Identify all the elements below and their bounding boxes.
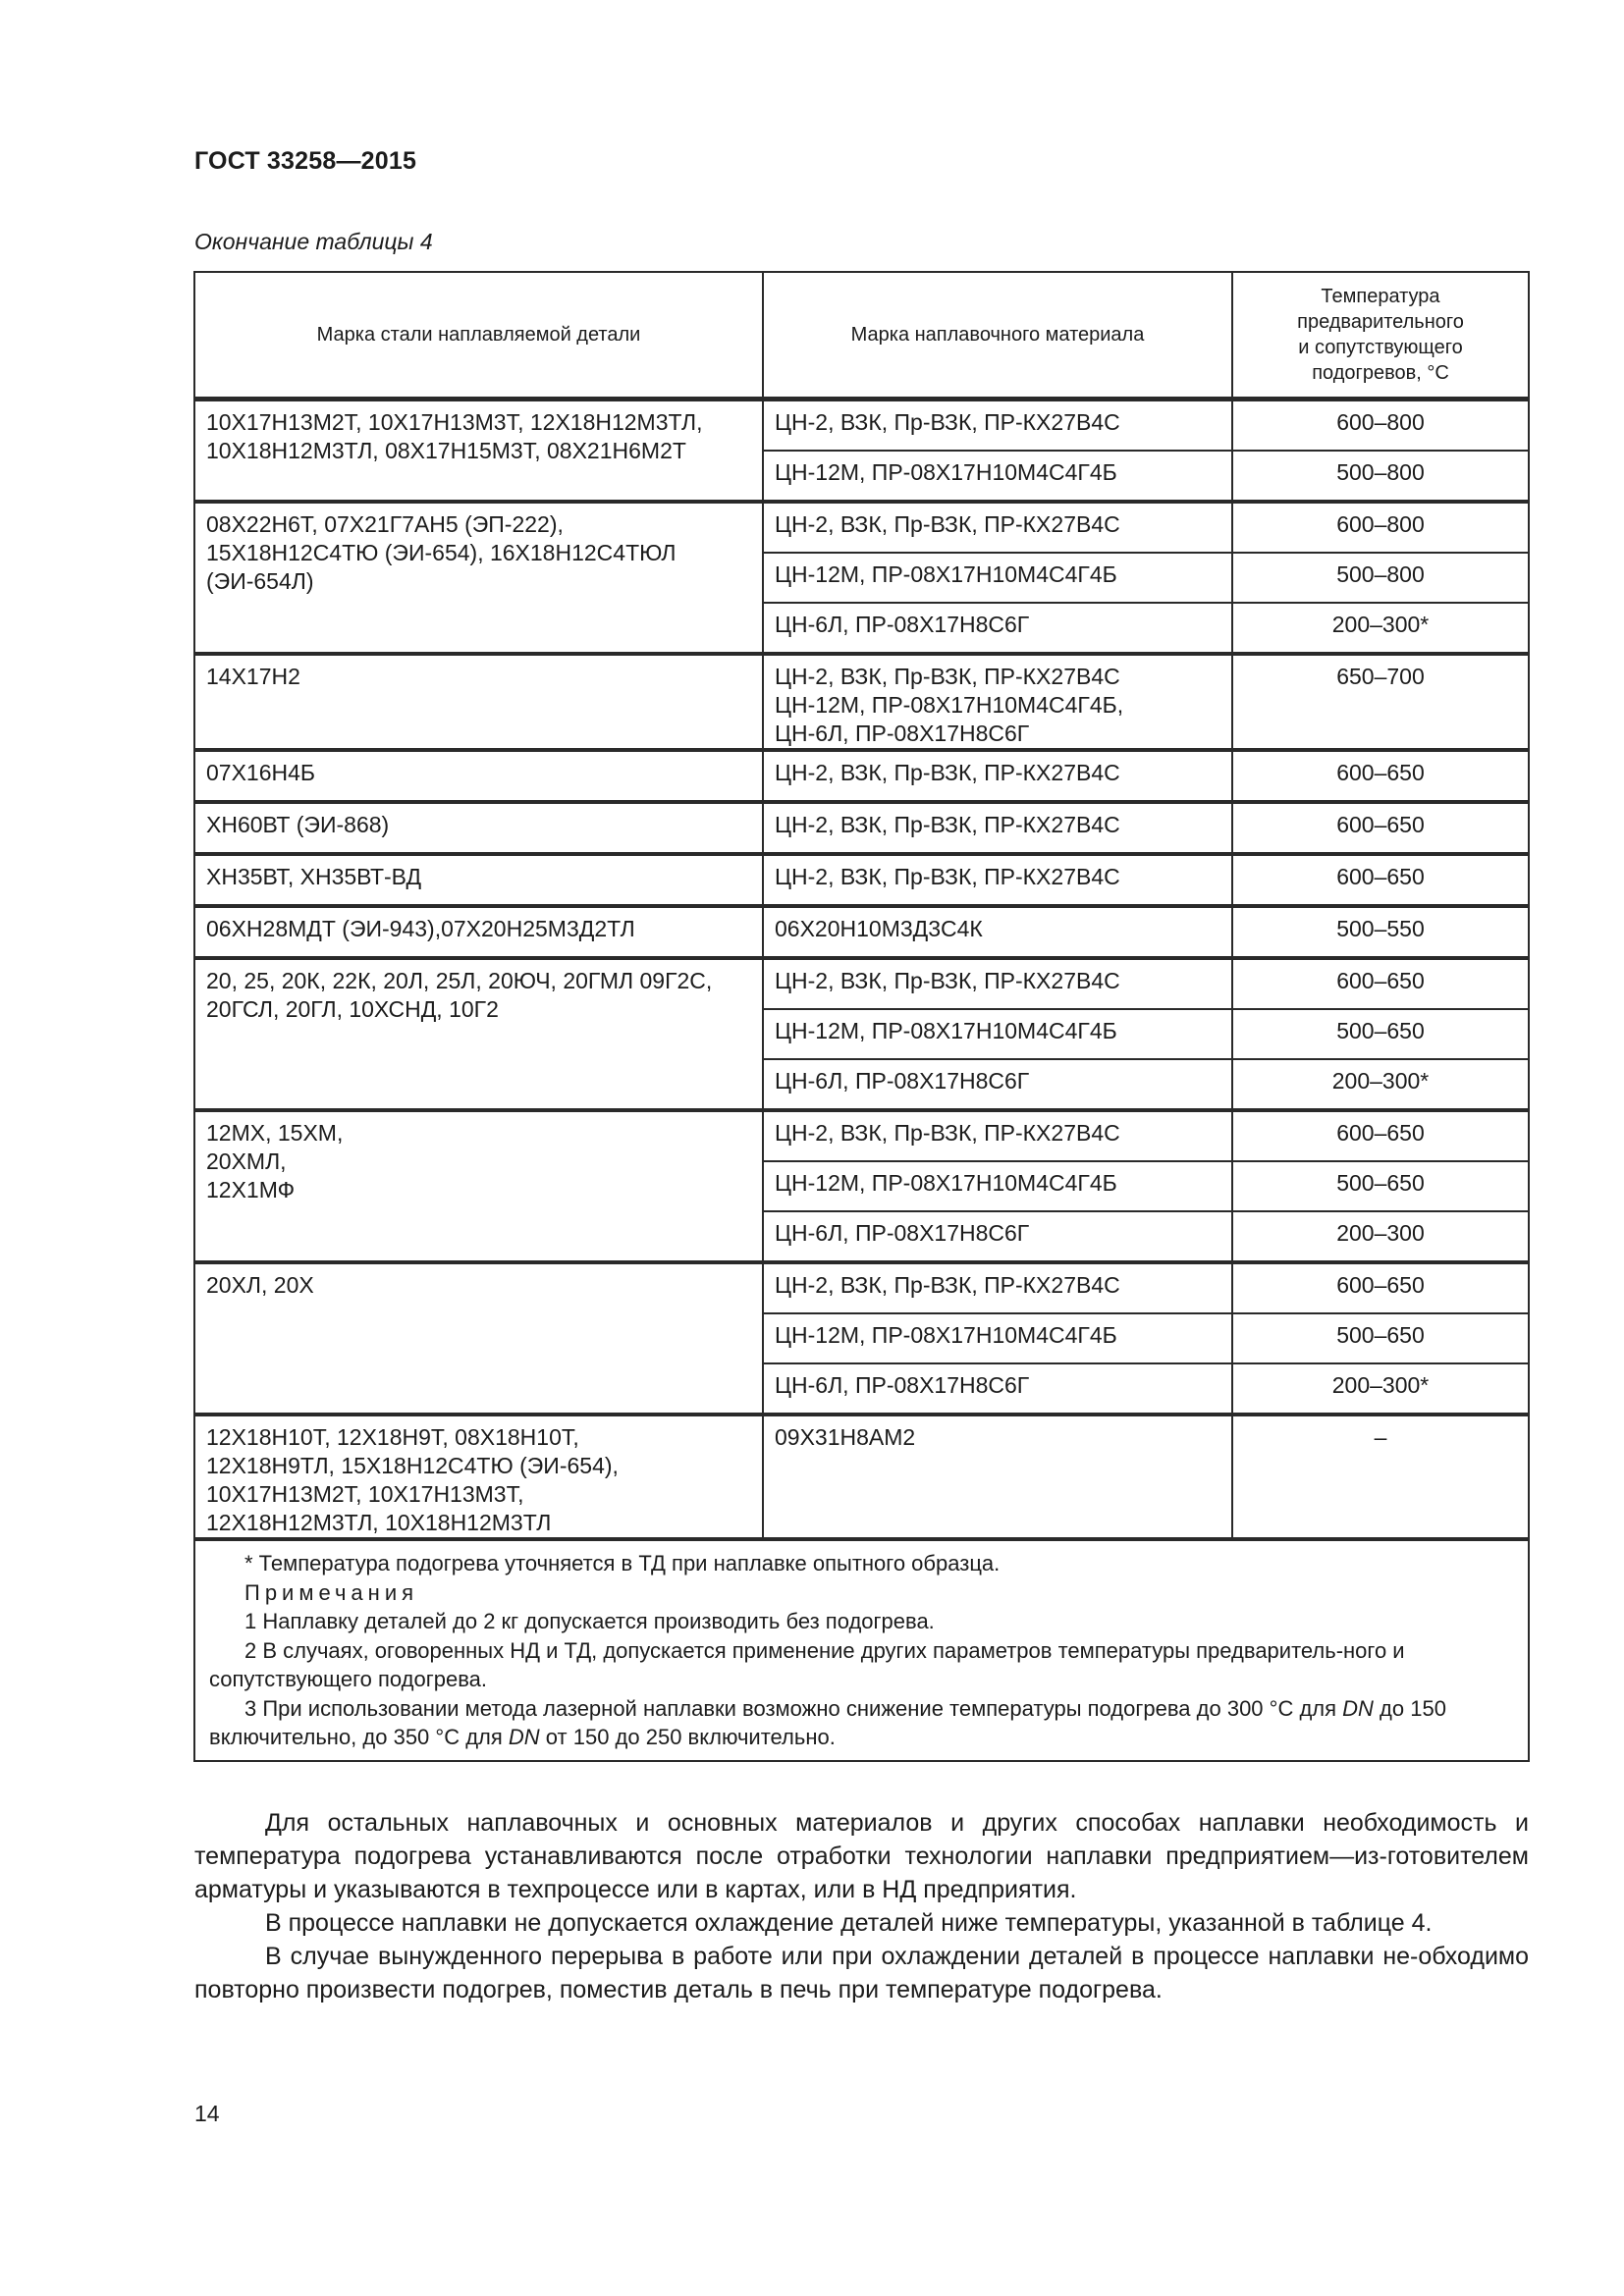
material-cell: ЦН-2, ВЗК, Пр-ВЗК, ПР-КХ27В4С xyxy=(763,502,1232,553)
table-row xyxy=(194,400,1529,452)
temperature-cell: 500–800 xyxy=(1232,553,1529,603)
temperature-cell: – xyxy=(1232,1415,1529,1539)
note-3-part-3: от 150 до 250 включительно. xyxy=(539,1725,836,1749)
temperature-cell: 200–300* xyxy=(1232,603,1529,654)
column-header-temperature: Температура предварительного и сопутствующего подогревов, °С xyxy=(1232,272,1529,400)
material-cell: ЦН-2, ВЗК, Пр-ВЗК, ПР-КХ27В4С xyxy=(763,750,1232,802)
note-3-part-2: до 150 включительно, до 350 °С для xyxy=(209,1695,1446,1749)
temperature-cell: 500–800 xyxy=(1232,451,1529,502)
temperature-cell: 600–650 xyxy=(1232,1110,1529,1161)
material-cell: ЦН-6Л, ПР-08Х17Н8С6Г xyxy=(763,1363,1232,1415)
column-header-material: Марка наплавочного материала xyxy=(763,272,1232,400)
steel-preheat-table xyxy=(193,271,1530,1762)
material-cell: ЦН-2, ВЗК, Пр-ВЗК, ПР-КХ27В4С xyxy=(763,400,1232,452)
steel-grade-cell: 12Х18Н10Т, 12Х18Н9Т, 08Х18Н10Т, 12Х18Н9ТЛ, 15Х18Н12С4ТЮ (ЭИ-654), 10Х17Н13М2Т, 10Х17Н13М3Т, 12Х18Н12М3ТЛ, 10Х18Н12М3ТЛ xyxy=(194,1415,763,1539)
table-row xyxy=(194,1110,1529,1161)
note-3 xyxy=(209,1694,1514,1752)
temperature-cell: 600–650 xyxy=(1232,854,1529,906)
table-caption: Окончание таблицы 4 xyxy=(194,229,433,254)
material-cell: ЦН-12М, ПР-08Х17Н10М4С4Г4Б xyxy=(763,1313,1232,1363)
material-cell: ЦН-2, ВЗК, Пр-ВЗК, ПР-КХ27В4С xyxy=(763,854,1232,906)
notes-title: Примечания xyxy=(244,1579,419,1605)
steel-grade-cell: 20, 25, 20К, 22К, 20Л, 25Л, 20ЮЧ, 20ГМЛ 09Г2С, 20ГСЛ, 20ГЛ, 10ХСНД, 10Г2 xyxy=(194,958,763,1110)
steel-grade-cell: ХН35ВТ, ХН35ВТ-ВД xyxy=(194,854,763,906)
table-row xyxy=(194,802,1529,854)
note-2: 2 В случаях, оговоренных НД и ТД, допускается применение других параметров температуры предваритель-ного и сопутствующего подогрева. xyxy=(209,1637,1405,1691)
temperature-cell: 650–700 xyxy=(1232,654,1529,750)
table-notes-row xyxy=(194,1539,1529,1761)
body-paragraph-1: Для остальных наплавочных и основных материалов и других способах наплавки необходимость и температура подогрева устанавливаются после отработки технологии наплавки предприятием—из-готовителем арматуры и указываются в техпроцессе или в картах, или в НД предприятия. xyxy=(194,1809,1529,1903)
temperature-cell: 600–800 xyxy=(1232,502,1529,553)
material-cell: 09Х31Н8АМ2 xyxy=(763,1415,1232,1539)
temperature-cell: 500–650 xyxy=(1232,1313,1529,1363)
temperature-cell: 200–300* xyxy=(1232,1059,1529,1110)
note-3-dn-1: DN xyxy=(1342,1695,1374,1721)
body-paragraph-3: В случае вынужденного перерыва в работе или при охлаждении деталей в процессе наплавки не-обходимо повторно произвести подогрев, поместив деталь в печь при температуре подогрева. xyxy=(194,1943,1529,2003)
table-row xyxy=(194,750,1529,802)
material-cell: ЦН-2, ВЗК, Пр-ВЗК, ПР-КХ27В4С xyxy=(763,1262,1232,1313)
table-row xyxy=(194,1415,1529,1539)
steel-grade-cell: ХН60ВТ (ЭИ-868) xyxy=(194,802,763,854)
table-row xyxy=(194,854,1529,906)
table-row xyxy=(194,1262,1529,1313)
temperature-cell: 600–800 xyxy=(1232,400,1529,452)
temperature-cell: 500–650 xyxy=(1232,1161,1529,1211)
note-1: 1 Наплавку деталей до 2 кг допускается производить без подогрева. xyxy=(244,1609,935,1633)
steel-grade-cell: 06ХН28МДТ (ЭИ-943),07Х20Н25М3Д2ТЛ xyxy=(194,906,763,958)
temperature-cell: 600–650 xyxy=(1232,802,1529,854)
material-cell: ЦН-12М, ПР-08Х17Н10М4С4Г4Б xyxy=(763,451,1232,502)
steel-grade-cell: 14Х17Н2 xyxy=(194,654,763,750)
material-cell: ЦН-2, ВЗК, Пр-ВЗК, ПР-КХ27В4С ЦН-12М, ПР-08Х17Н10М4С4Г4Б, ЦН-6Л, ПР-08Х17Н8С6Г xyxy=(763,654,1232,750)
steel-grade-cell: 12МХ, 15ХМ, 20ХМЛ, 12Х1МФ xyxy=(194,1110,763,1262)
table-row xyxy=(194,654,1529,750)
body-text xyxy=(194,1806,1529,2006)
temperature-cell: 200–300 xyxy=(1232,1211,1529,1262)
standard-header: ГОСТ 33258—2015 xyxy=(194,147,417,175)
material-cell: ЦН-12М, ПР-08Х17Н10М4С4Г4Б xyxy=(763,553,1232,603)
table-row xyxy=(194,958,1529,1009)
temperature-cell: 600–650 xyxy=(1232,750,1529,802)
column-header-steel: Марка стали наплавляемой детали xyxy=(194,272,763,400)
material-cell: ЦН-2, ВЗК, Пр-ВЗК, ПР-КХ27В4С xyxy=(763,1110,1232,1161)
steel-grade-cell: 10Х17Н13М2Т, 10Х17Н13М3Т, 12Х18Н12М3ТЛ, 10Х18Н12М3ТЛ, 08Х17Н15М3Т, 08Х21Н6М2Т xyxy=(194,400,763,503)
table-notes xyxy=(194,1539,1529,1761)
temperature-cell: 600–650 xyxy=(1232,1262,1529,1313)
temperature-cell: 500–550 xyxy=(1232,906,1529,958)
page-number: 14 xyxy=(194,2101,220,2126)
body-paragraph-2: В процессе наплавки не допускается охлаждение деталей ниже температуры, указанной в таблице 4. xyxy=(265,1909,1433,1937)
material-cell: ЦН-12М, ПР-08Х17Н10М4С4Г4Б xyxy=(763,1161,1232,1211)
material-cell: ЦН-6Л, ПР-08Х17Н8С6Г xyxy=(763,1059,1232,1110)
table-header-row xyxy=(194,272,1529,400)
material-cell: ЦН-6Л, ПР-08Х17Н8С6Г xyxy=(763,1211,1232,1262)
material-cell: ЦН-12М, ПР-08Х17Н10М4С4Г4Б xyxy=(763,1009,1232,1059)
temperature-cell: 200–300* xyxy=(1232,1363,1529,1415)
material-cell: 06Х20Н10М3Д3С4К xyxy=(763,906,1232,958)
steel-grade-cell: 08Х22Н6Т, 07Х21Г7АН5 (ЭП-222), 15Х18Н12С4ТЮ (ЭИ-654), 16Х18Н12С4ТЮЛ (ЭИ-654Л) xyxy=(194,502,763,654)
table-row xyxy=(194,906,1529,958)
table-footnote: * Температура подогрева уточняется в ТД при наплавке опытного образца. xyxy=(244,1551,1001,1575)
temperature-cell: 600–650 xyxy=(1232,958,1529,1009)
steel-grade-cell: 20ХЛ, 20Х xyxy=(194,1262,763,1415)
material-cell: ЦН-2, ВЗК, Пр-ВЗК, ПР-КХ27В4С xyxy=(763,802,1232,854)
steel-grade-cell: 07Х16Н4Б xyxy=(194,750,763,802)
note-3-dn-2: DN xyxy=(508,1725,540,1749)
material-cell: ЦН-6Л, ПР-08Х17Н8С6Г xyxy=(763,603,1232,654)
table-row xyxy=(194,502,1529,553)
note-3-part-1: 3 При использовании метода лазерной наплавки возможно снижение температуры подогрева до 300 °С для xyxy=(244,1695,1343,1721)
material-cell: ЦН-2, ВЗК, Пр-ВЗК, ПР-КХ27В4С xyxy=(763,958,1232,1009)
temperature-cell: 500–650 xyxy=(1232,1009,1529,1059)
